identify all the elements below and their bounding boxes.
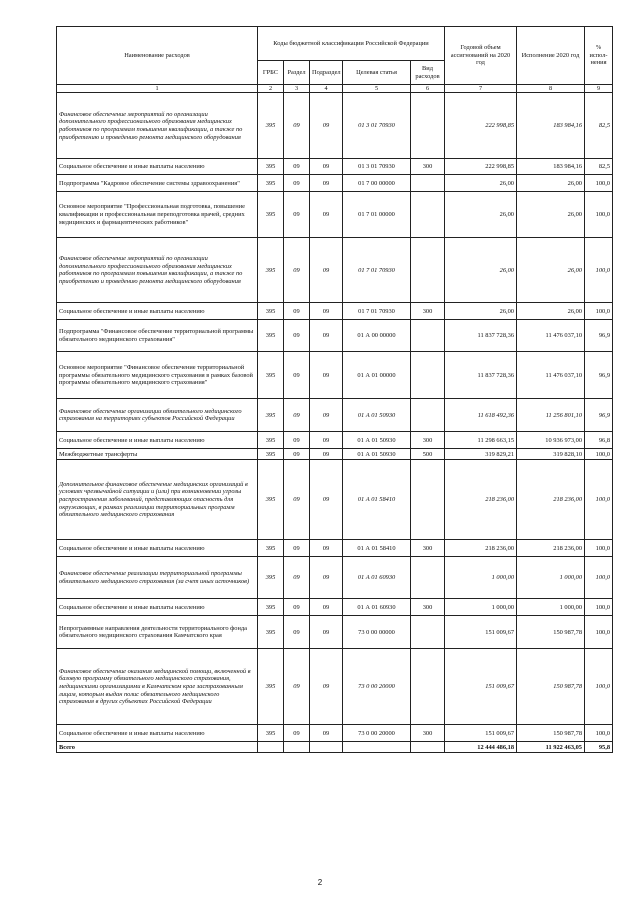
table-row xyxy=(57,238,613,303)
row-cel: 73 0 00 20000 xyxy=(343,725,411,742)
empty-cell xyxy=(284,742,310,753)
row-grbs: 395 xyxy=(258,616,284,649)
row-cel: 01 А 01 50930 xyxy=(343,399,411,432)
row-cel: 01 А 01 60930 xyxy=(343,599,411,616)
row-name: Социальное обеспечение и иные выплаты населению xyxy=(57,540,258,557)
row-plan: 319 829,21 xyxy=(445,449,517,460)
empty-cell xyxy=(343,742,411,753)
table-row xyxy=(57,320,613,352)
row-plan: 26,00 xyxy=(445,238,517,303)
row-cel: 01 А 01 60930 xyxy=(343,557,411,599)
table-row xyxy=(57,557,613,599)
row-vid xyxy=(411,175,445,192)
header-grbs: ГРБС xyxy=(258,61,284,85)
row-fact: 218 236,00 xyxy=(517,540,585,557)
row-pct: 100,0 xyxy=(585,725,613,742)
row-name: Социальное обеспечение и иные выплаты населению xyxy=(57,159,258,175)
row-vid: 300 xyxy=(411,725,445,742)
total-plan: 12 444 486,18 xyxy=(445,742,517,753)
row-podrazdel: 09 xyxy=(310,725,343,742)
row-razdel: 09 xyxy=(284,238,310,303)
row-fact: 26,00 xyxy=(517,238,585,303)
row-pct: 100,0 xyxy=(585,616,613,649)
table-row xyxy=(57,540,613,557)
table-row xyxy=(57,449,613,460)
row-fact: 218 236,00 xyxy=(517,460,585,540)
column-number: 8 xyxy=(517,85,585,93)
row-grbs: 395 xyxy=(258,449,284,460)
column-number: 6 xyxy=(411,85,445,93)
row-fact: 10 936 973,00 xyxy=(517,432,585,449)
row-cel: 01 7 00 00000 xyxy=(343,175,411,192)
row-plan: 218 236,00 xyxy=(445,460,517,540)
table-row xyxy=(57,192,613,238)
row-name: Финансовое обеспечение мероприятий по организации дополнительного профессионального образования медицинских работников по программам повышения квалификации, а также по приобретению и проведению ремонта медицинского оборудования xyxy=(57,93,258,159)
row-grbs: 395 xyxy=(258,557,284,599)
header-podrazdel: Подраздел xyxy=(310,61,343,85)
row-name: Социальное обеспечение и иные выплаты населению xyxy=(57,303,258,320)
row-cel: 01 А 01 50930 xyxy=(343,432,411,449)
row-razdel: 09 xyxy=(284,460,310,540)
row-pct: 100,0 xyxy=(585,460,613,540)
row-vid xyxy=(411,557,445,599)
row-vid xyxy=(411,93,445,159)
row-cel: 01 3 01 70930 xyxy=(343,159,411,175)
row-name: Подпрограмма "Кадровое обеспечение системы здравоохранения" xyxy=(57,175,258,192)
row-vid xyxy=(411,352,445,399)
row-plan: 151 009,67 xyxy=(445,725,517,742)
row-pct: 100,0 xyxy=(585,238,613,303)
row-vid xyxy=(411,238,445,303)
row-name: Непрограммные направления деятельности территориального фонда обязательного медицинского страхования Камчатского края xyxy=(57,616,258,649)
table-row xyxy=(57,93,613,159)
table-row xyxy=(57,460,613,540)
row-vid xyxy=(411,649,445,725)
header-vid: Вид расходов xyxy=(411,61,445,85)
page-number: 2 xyxy=(317,878,323,887)
header-cel: Целевая статья xyxy=(343,61,411,85)
table-row xyxy=(57,303,613,320)
row-razdel: 09 xyxy=(284,725,310,742)
row-grbs: 395 xyxy=(258,320,284,352)
row-pct: 96,9 xyxy=(585,352,613,399)
row-vid: 300 xyxy=(411,599,445,616)
row-plan: 151 009,67 xyxy=(445,616,517,649)
row-name: Финансовое обеспечение реализации территориальной программы обязательного медицинского страхования (за счет иных источников) xyxy=(57,557,258,599)
row-razdel: 09 xyxy=(284,599,310,616)
row-plan: 26,00 xyxy=(445,192,517,238)
row-vid: 300 xyxy=(411,540,445,557)
row-podrazdel: 09 xyxy=(310,192,343,238)
row-cel: 01 7 01 70930 xyxy=(343,238,411,303)
row-podrazdel: 09 xyxy=(310,320,343,352)
column-number: 3 xyxy=(284,85,310,93)
row-name: Подпрограмма "Финансовое обеспечение территориальной программы обязательного медицинского страхования" xyxy=(57,320,258,352)
row-razdel: 09 xyxy=(284,320,310,352)
row-razdel: 09 xyxy=(284,649,310,725)
row-grbs: 395 xyxy=(258,159,284,175)
row-grbs: 395 xyxy=(258,352,284,399)
row-grbs: 395 xyxy=(258,175,284,192)
total-fact: 11 922 463,05 xyxy=(517,742,585,753)
row-fact: 150 987,78 xyxy=(517,649,585,725)
row-cel: 01 А 01 58410 xyxy=(343,540,411,557)
row-grbs: 395 xyxy=(258,399,284,432)
row-razdel: 09 xyxy=(284,399,310,432)
header-codes-group: Коды бюджетной классификации Российской Федерации xyxy=(258,27,445,61)
table-row xyxy=(57,616,613,649)
row-razdel: 09 xyxy=(284,175,310,192)
column-number: 9 xyxy=(585,85,613,93)
row-pct: 100,0 xyxy=(585,540,613,557)
row-fact: 183 984,16 xyxy=(517,159,585,175)
row-plan: 26,00 xyxy=(445,303,517,320)
row-razdel: 09 xyxy=(284,93,310,159)
row-pct: 100,0 xyxy=(585,599,613,616)
row-pct: 100,0 xyxy=(585,449,613,460)
row-podrazdel: 09 xyxy=(310,616,343,649)
row-cel: 01 А 01 00000 xyxy=(343,352,411,399)
row-podrazdel: 09 xyxy=(310,432,343,449)
row-razdel: 09 xyxy=(284,449,310,460)
row-vid xyxy=(411,460,445,540)
row-pct: 82,5 xyxy=(585,159,613,175)
row-fact: 319 828,10 xyxy=(517,449,585,460)
row-podrazdel: 09 xyxy=(310,159,343,175)
row-cel: 01 7 01 00000 xyxy=(343,192,411,238)
row-razdel: 09 xyxy=(284,303,310,320)
row-podrazdel: 09 xyxy=(310,599,343,616)
total-pct: 95,8 xyxy=(585,742,613,753)
row-plan: 11 837 728,36 xyxy=(445,320,517,352)
row-podrazdel: 09 xyxy=(310,303,343,320)
row-pct: 100,0 xyxy=(585,175,613,192)
row-vid: 300 xyxy=(411,303,445,320)
row-cel: 01 А 00 00000 xyxy=(343,320,411,352)
row-podrazdel: 09 xyxy=(310,649,343,725)
row-name: Дополнительное финансовое обеспечение медицинских организаций в условиях чрезвычайной ситуации и (или) при возникновении угрозы распространения заболеваний, представляющих опасность для окружающих, в рамках реализации территориальных программ обязательного медицинского страхования xyxy=(57,460,258,540)
table-row xyxy=(57,175,613,192)
row-vid xyxy=(411,192,445,238)
row-pct: 100,0 xyxy=(585,303,613,320)
row-razdel: 09 xyxy=(284,192,310,238)
row-cel: 01 А 01 58410 xyxy=(343,460,411,540)
row-plan: 11 837 728,36 xyxy=(445,352,517,399)
row-grbs: 395 xyxy=(258,192,284,238)
row-name: Финансовое обеспечение оказания медицинской помощи, включенной в базовую программу обязательного медицинского страхования, медицинскими организациями в Камчатском крае застрахованным лицам, которым выдан полис обязательного медицинского страхования в других субъектах Российской Федерации xyxy=(57,649,258,725)
row-plan: 11 298 663,15 xyxy=(445,432,517,449)
row-plan: 26,00 xyxy=(445,175,517,192)
header-razdel: Раздел xyxy=(284,61,310,85)
table-row xyxy=(57,599,613,616)
row-pct: 100,0 xyxy=(585,649,613,725)
row-podrazdel: 09 xyxy=(310,449,343,460)
row-plan: 222 998,85 xyxy=(445,93,517,159)
column-number: 2 xyxy=(258,85,284,93)
header-plan: Годовой объем ассигнований на 2020 год xyxy=(445,27,517,85)
row-cel: 01 7 01 70930 xyxy=(343,303,411,320)
row-razdel: 09 xyxy=(284,159,310,175)
row-vid xyxy=(411,320,445,352)
row-grbs: 395 xyxy=(258,93,284,159)
row-razdel: 09 xyxy=(284,616,310,649)
empty-cell xyxy=(411,742,445,753)
row-grbs: 395 xyxy=(258,599,284,616)
row-razdel: 09 xyxy=(284,557,310,599)
row-cel: 01 А 01 50930 xyxy=(343,449,411,460)
row-vid: 500 xyxy=(411,449,445,460)
table-row xyxy=(57,159,613,175)
row-podrazdel: 09 xyxy=(310,557,343,599)
row-cel: 73 0 00 20000 xyxy=(343,649,411,725)
row-name: Основное мероприятие "Финансовое обеспечение территориальной программы обязательного медицинского страхования в рамках базовой программы обязательного медицинского страхования" xyxy=(57,352,258,399)
row-fact: 183 984,16 xyxy=(517,93,585,159)
row-name: Основное мероприятие "Профессиональная подготовка, повышение квалификации и профессиональная переподготовка врачей, средних медицинских и фармацевтических работников" xyxy=(57,192,258,238)
table-row xyxy=(57,649,613,725)
row-fact: 1 000,00 xyxy=(517,599,585,616)
row-podrazdel: 09 xyxy=(310,399,343,432)
table-row xyxy=(57,352,613,399)
row-name: Социальное обеспечение и иные выплаты населению xyxy=(57,432,258,449)
row-grbs: 395 xyxy=(258,303,284,320)
total-row xyxy=(57,742,613,753)
row-pct: 82,5 xyxy=(585,93,613,159)
row-name: Финансовое обеспечение организации обязательного медицинского страхования на территориях субъектов Российской Федерации xyxy=(57,399,258,432)
table-row xyxy=(57,399,613,432)
row-grbs: 395 xyxy=(258,540,284,557)
row-podrazdel: 09 xyxy=(310,93,343,159)
row-fact: 11 476 037,10 xyxy=(517,320,585,352)
row-grbs: 395 xyxy=(258,649,284,725)
row-cel: 01 3 01 70930 xyxy=(343,93,411,159)
row-vid: 300 xyxy=(411,159,445,175)
row-pct: 96,8 xyxy=(585,432,613,449)
table-row xyxy=(57,432,613,449)
row-fact: 11 256 801,10 xyxy=(517,399,585,432)
row-grbs: 395 xyxy=(258,238,284,303)
total-label: Всего xyxy=(57,742,258,753)
row-vid xyxy=(411,399,445,432)
row-plan: 218 236,00 xyxy=(445,540,517,557)
row-fact: 26,00 xyxy=(517,192,585,238)
row-vid xyxy=(411,616,445,649)
row-fact: 150 987,78 xyxy=(517,616,585,649)
row-razdel: 09 xyxy=(284,432,310,449)
row-razdel: 09 xyxy=(284,352,310,399)
header-fact: Исполнение 2020 год xyxy=(517,27,585,85)
row-vid: 300 xyxy=(411,432,445,449)
row-grbs: 395 xyxy=(258,460,284,540)
row-name: Социальное обеспечение и иные выплаты населению xyxy=(57,725,258,742)
row-pct: 100,0 xyxy=(585,557,613,599)
row-podrazdel: 09 xyxy=(310,540,343,557)
row-cel: 73 0 00 00000 xyxy=(343,616,411,649)
row-name: Социальное обеспечение и иные выплаты населению xyxy=(57,599,258,616)
row-fact: 26,00 xyxy=(517,303,585,320)
row-podrazdel: 09 xyxy=(310,352,343,399)
row-pct: 96,9 xyxy=(585,399,613,432)
row-plan: 11 618 492,36 xyxy=(445,399,517,432)
row-grbs: 395 xyxy=(258,725,284,742)
row-pct: 100,0 xyxy=(585,192,613,238)
row-grbs: 395 xyxy=(258,432,284,449)
empty-cell xyxy=(258,742,284,753)
row-name: Финансовое обеспечение мероприятий по организации дополнительного профессионального образования медицинских работников по программам повышения квалификации, а также по приобретению и проведению ремонта медицинского оборудования xyxy=(57,238,258,303)
row-plan: 1 000,00 xyxy=(445,599,517,616)
row-plan: 222 998,85 xyxy=(445,159,517,175)
row-pct: 96,9 xyxy=(585,320,613,352)
header-name: Наименование расходов xyxy=(57,27,258,85)
row-plan: 151 009,67 xyxy=(445,649,517,725)
column-number: 7 xyxy=(445,85,517,93)
column-number: 5 xyxy=(343,85,411,93)
row-podrazdel: 09 xyxy=(310,460,343,540)
row-plan: 1 000,00 xyxy=(445,557,517,599)
row-name: Межбюджетные трансферты xyxy=(57,449,258,460)
budget-table xyxy=(56,26,613,753)
row-podrazdel: 09 xyxy=(310,175,343,192)
row-fact: 11 476 037,10 xyxy=(517,352,585,399)
empty-cell xyxy=(310,742,343,753)
column-number: 4 xyxy=(310,85,343,93)
row-razdel: 09 xyxy=(284,540,310,557)
row-fact: 150 987,78 xyxy=(517,725,585,742)
row-podrazdel: 09 xyxy=(310,238,343,303)
header-pct: % испол-нения xyxy=(585,27,613,85)
column-number: 1 xyxy=(57,85,258,93)
table-row xyxy=(57,725,613,742)
row-fact: 1 000,00 xyxy=(517,557,585,599)
row-fact: 26,00 xyxy=(517,175,585,192)
